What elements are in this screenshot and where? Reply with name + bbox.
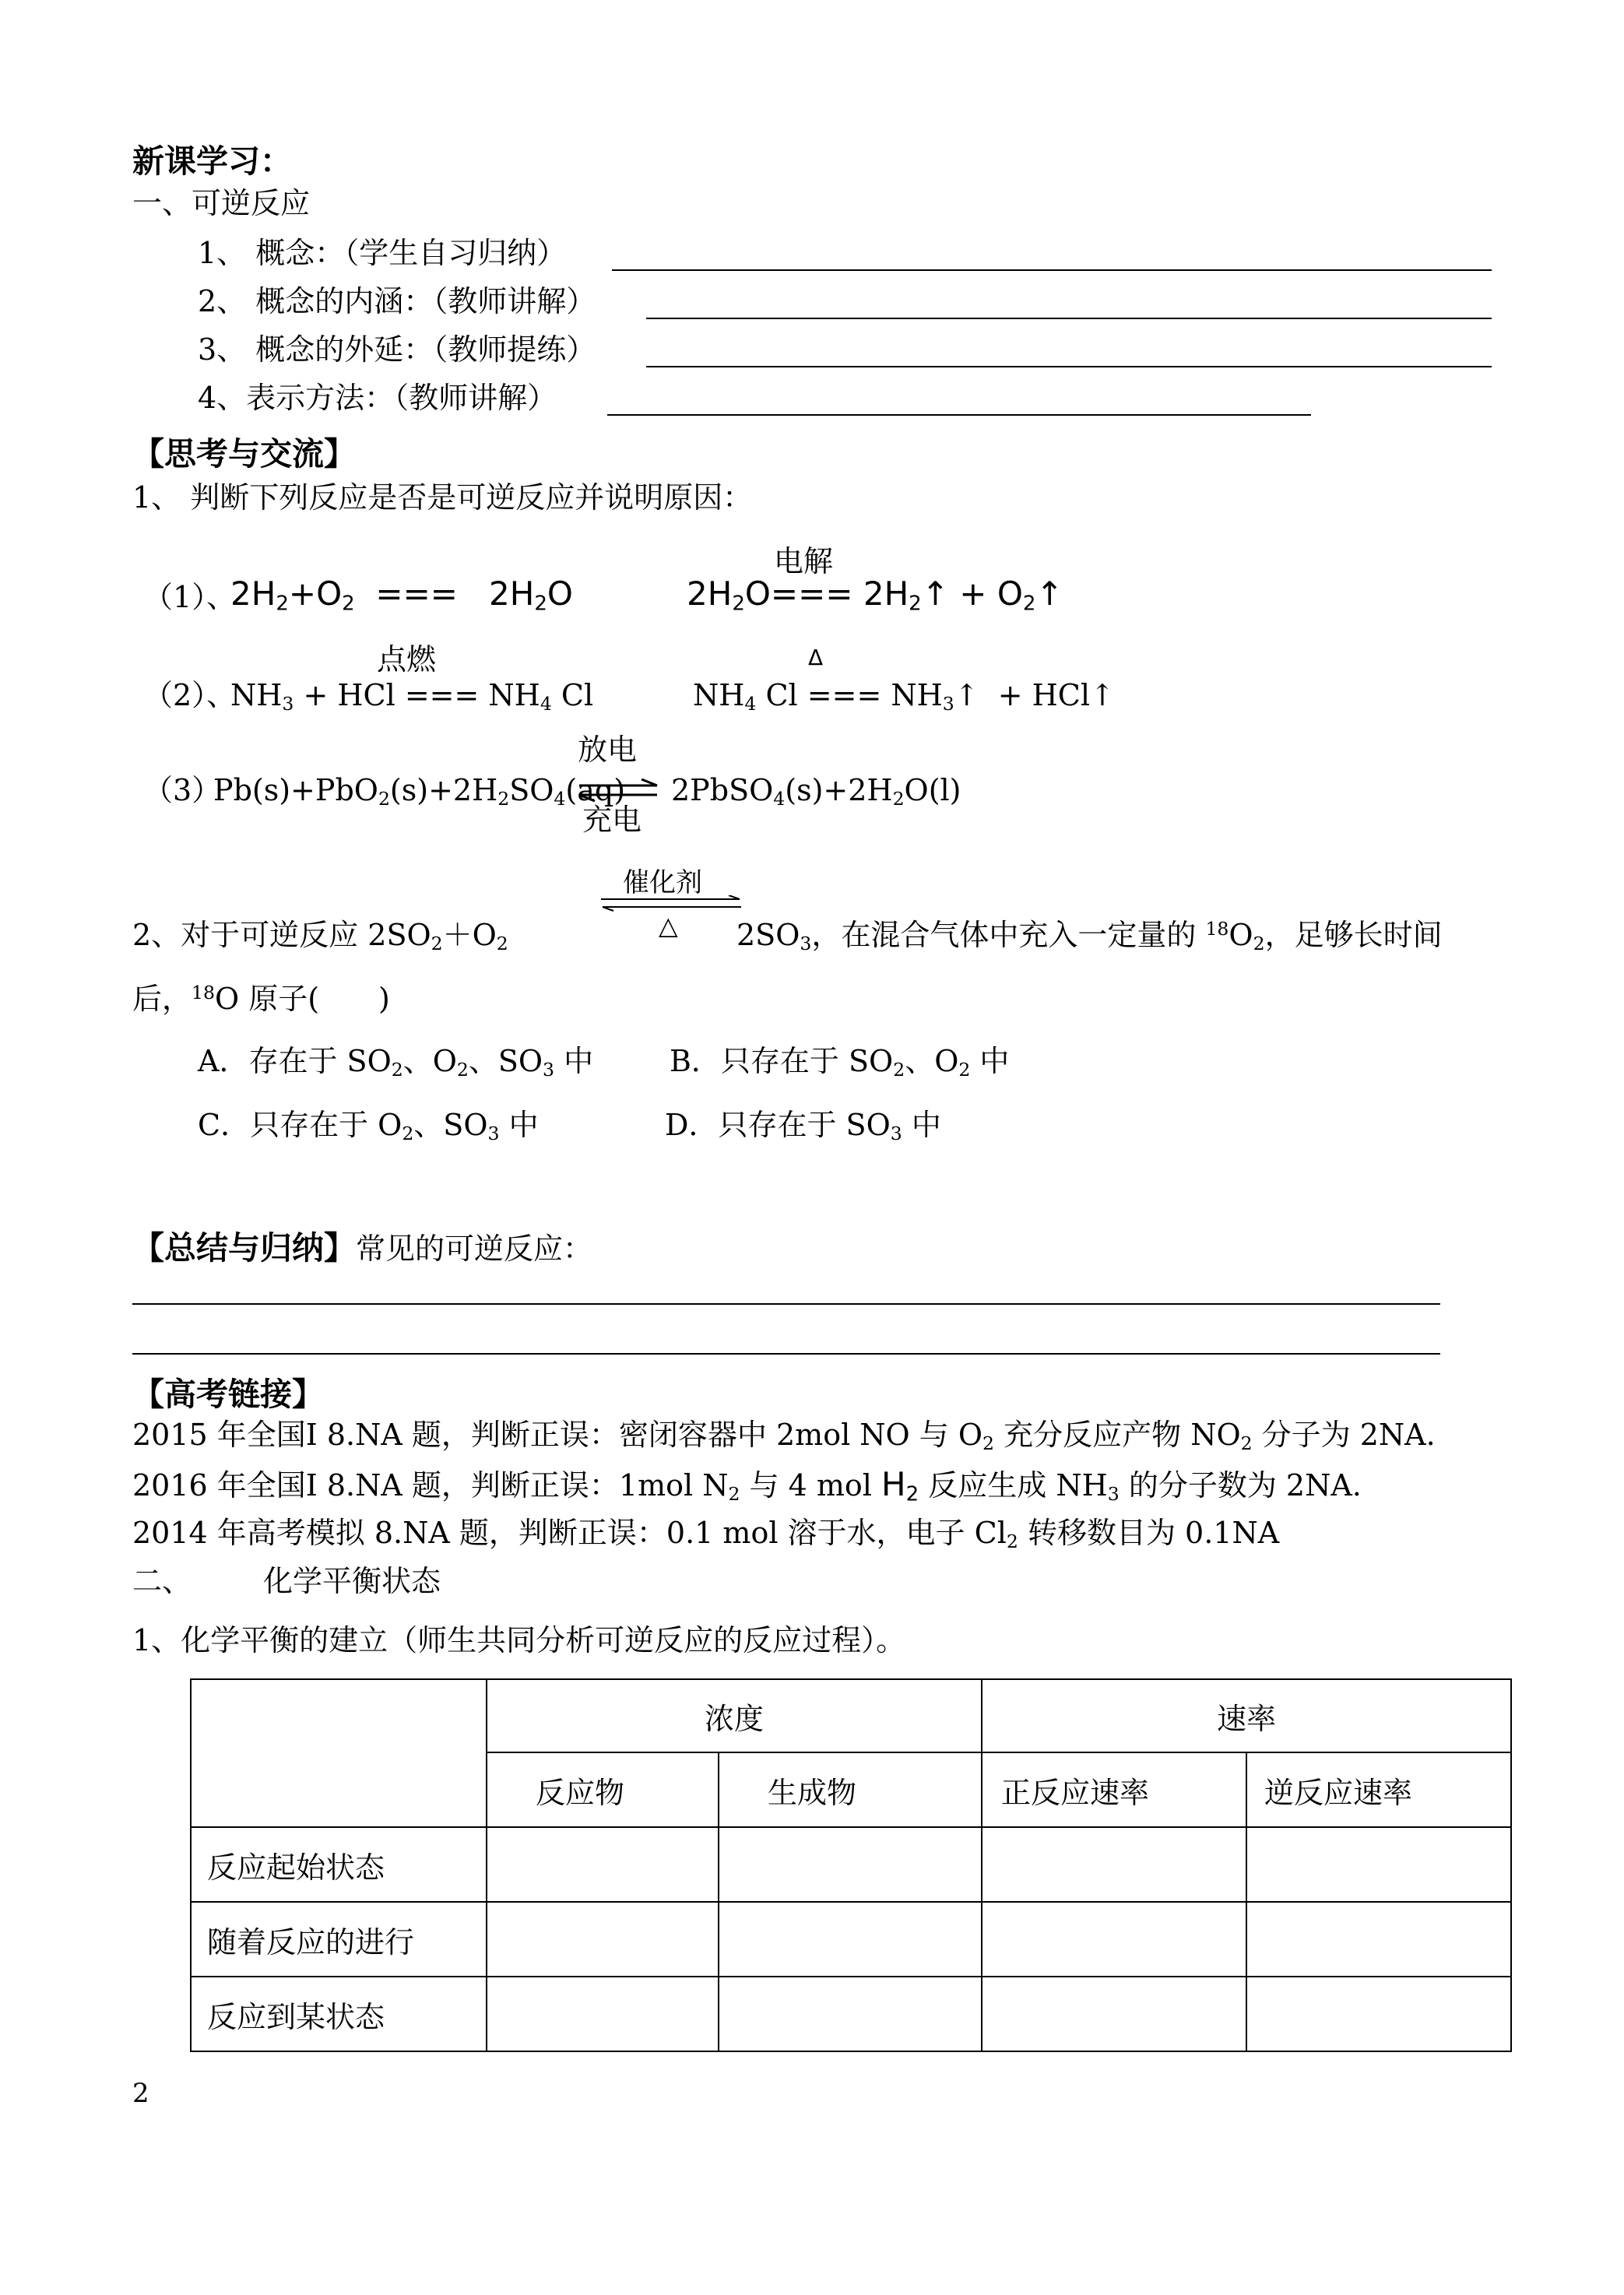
option-c: C．只存在于 $O_2$、$SO_3$ 中 [198,1108,539,1144]
section-title: 新课学习： [132,142,292,180]
think-heading: 【思考与交流】 [132,435,356,473]
option-c-label: C．只存在于 [198,1108,378,1142]
part1-heading: 一、可逆反应 [132,186,311,220]
table-cell [1246,1977,1511,2051]
gaokao-line-2: 2016 年全国Ⅰ 8.NA 题，判断正误：1mol $N_2$ 与 4 mol $H_2$ 反应生成 $NH_3$ 的分子数为 2NA. [132,1465,1362,1506]
option-suffix: 中 [508,1108,539,1142]
q2-catalyst-label: 催化剂 [623,867,702,898]
item-notation: 4、表示方法：（教师讲解） [198,381,557,415]
gaokao-line-3: 2014 年高考模拟 8.NA 题，判断正误：0.1 mol 溶于水，电子 $Cl_2$ 转移数目为 0.1NA [132,1516,1280,1552]
q2-line2-text: 原子( ) [248,982,390,1016]
item-intension: 2、 概念的内涵：（教师讲解） [198,284,596,318]
reaction-3-right: $2PbSO_4(s)+2H_2O(l)$ [671,773,961,810]
table-subheader-product: 生成物 [719,1752,982,1827]
q2-end: ，足够长时间 [1264,918,1443,952]
reaction-1-condition: 电解 [774,544,834,578]
table-row [191,1827,1511,1902]
table-corner-cell [191,1679,487,1827]
option-suffix: 中 [564,1044,594,1078]
part2-heading: 化学平衡状态 [263,1564,441,1598]
answer-blank-line [607,414,1311,416]
question-2-start: 2、对于可逆反应 $2SO_2+O_2$ [132,918,508,954]
reaction-2-label: （2）、 [143,678,237,712]
part2-subheading: 1、化学平衡的建立（师生共同分析可逆反应的反应过程）。 [132,1623,906,1657]
reversible-arrow-icon [599,895,743,912]
option-d: D．只存在于 $SO_3$ 中 [665,1108,941,1144]
reversible-arrow-icon [576,778,662,802]
option-b: B．只存在于 $SO_2$、$O_2$ 中 [670,1044,1010,1081]
gaokao-l1-a: 2015 年全国Ⅰ 8.NA 题，判断正误：密闭容器中 2mol NO 与 [132,1418,958,1452]
reaction-2-reverse: $NH_4$ Cl === $NH_3↑$ + HCl↑ [693,678,1115,715]
table-cell [982,1902,1246,1977]
q2-prefix: 2、对于可逆反应 [132,918,368,952]
gaokao-l2-d: 的分子数为 2NA. [1119,1468,1362,1502]
answer-blank-line [646,366,1492,367]
question-2-end: $2SO_3$，在混合气体中充入一定量的 $^{18}O_2$，足够长时间 [736,918,1443,954]
table-header-rate: 速率 [982,1679,1511,1752]
table-header-concentration: 浓度 [487,1679,982,1752]
table-row-label: 反应到某状态 [191,1977,487,2051]
q2-mid: ，在混合气体中充入一定量的 [811,918,1206,952]
table-cell [1246,1902,1511,1977]
gaokao-l1-b: 充分反应产物 [994,1418,1191,1452]
option-b-label: B．只存在于 [670,1044,849,1078]
answer-blank-line [612,269,1492,271]
table-cell [982,1827,1246,1902]
table-cell [487,1902,719,1977]
part2-heading-number: 二、 [132,1564,192,1598]
table-row [191,1977,1511,2051]
option-d-label: D．只存在于 [665,1108,846,1142]
table-cell [719,1902,982,1977]
reaction-3-condition-top: 放电 [578,733,638,767]
reaction-3-left: $Pb(s)+PbO_2(s)+2H_2SO_4(aq)$ [213,773,626,810]
gaokao-l3-a: 2014 年高考模拟 8.NA 题，判断正误：0.1 mol 溶于水，电子 [132,1516,975,1550]
summary-text: 常见的可逆反应： [356,1232,593,1266]
option-a: A．存在于 $SO_2$、$O_2$、$SO_3$ 中 [198,1044,594,1081]
option-suffix: 中 [979,1044,1010,1078]
answer-blank-line [132,1353,1440,1355]
gaokao-heading: 【高考链接】 [132,1376,324,1413]
table-row [191,1902,1511,1977]
table-cell [487,1977,719,2051]
answer-blank-line [132,1303,1440,1305]
table-row-label: 随着反应的进行 [191,1902,487,1977]
question-1: 1、 判断下列反应是否是可逆反应并说明原因： [132,480,753,515]
q2-line2-prefix: 后， [132,982,192,1016]
gaokao-l3-b: 转移数目为 0.1NA [1018,1516,1280,1550]
reaction-1-label: （1）、 [143,580,237,614]
gaokao-line-1: 2015 年全国Ⅰ 8.NA 题，判断正误：密闭容器中 2mol NO 与 $O_2$ 充分反应产物 $NO_2$ 分子为 2NA. [132,1418,1436,1454]
question-2-line2: 后，$^{18}$O 原子( ) [132,982,390,1016]
reaction-2-forward: $NH_3$ + HCl === $NH_4$ Cl [230,678,594,715]
summary-heading: 【总结与归纳】 [132,1229,356,1267]
reaction-1-reverse: $2H_2O===$ $2H_2↑$ + $O_2↑$ [687,575,1063,616]
option-suffix: 中 [911,1108,941,1142]
reaction-2-condition-left: 点燃 [377,642,437,677]
table-cell [982,1977,1246,2051]
table-cell [719,1827,982,1902]
summary-line [132,1222,592,1268]
table-cell [719,1977,982,2051]
gaokao-l2-b: 与 4 mol [740,1468,882,1502]
table-row-label: 反应起始状态 [191,1827,487,1902]
reaction-3-condition-bottom: 充电 [582,803,642,837]
item-extension: 3、 概念的外延：（教师提练） [198,332,596,367]
reaction-3-label: （3） [143,773,222,807]
q2-heat-label: △ [659,911,678,940]
item-concept: 1、 概念：（学生自习归纳） [198,236,567,270]
page-number: 2 [132,2078,149,2109]
table-cell [487,1827,719,1902]
option-a-label: A．存在于 [198,1044,347,1078]
gaokao-l1-c: 分子为 2NA. [1252,1418,1436,1452]
table-subheader-reverse-rate: 逆反应速率 [1246,1752,1511,1827]
table-cell [1246,1827,1511,1902]
answer-blank-line [646,318,1492,319]
equilibrium-table [190,1678,1512,2052]
reaction-2-condition-right: Δ [808,645,824,670]
gaokao-l2-a: 2016 年全国Ⅰ 8.NA 题，判断正误：1mol [132,1468,703,1502]
gaokao-l2-c: 反应生成 [919,1468,1056,1502]
table-subheader-forward-rate: 正反应速率 [982,1752,1246,1827]
reaction-1-forward: $2H_2+O_2$ === $2H_2O$ [230,575,573,616]
table-subheader-reactant: 反应物 [487,1752,719,1827]
